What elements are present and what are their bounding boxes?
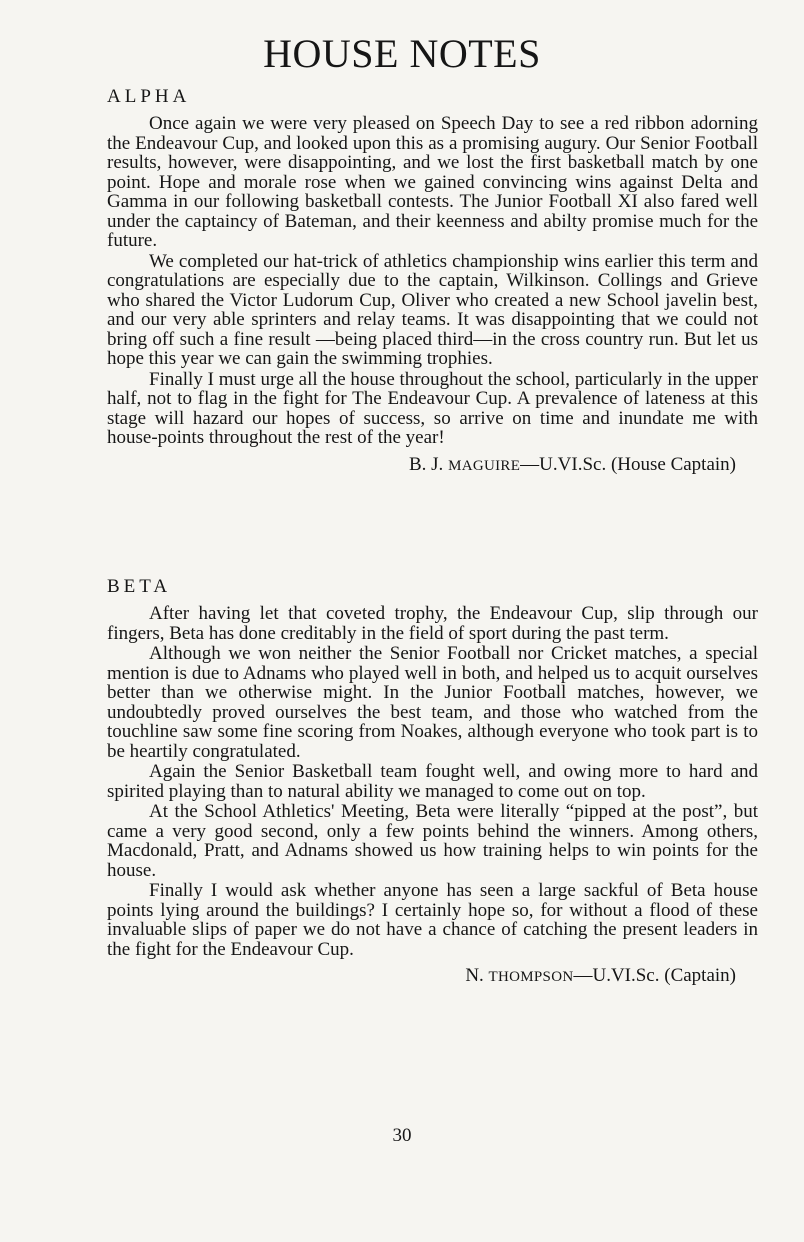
page-number: 30 bbox=[392, 1125, 412, 1146]
alpha-house-section bbox=[107, 84, 758, 477]
beta-paragraph-4: At the School Athletics' Meeting, Beta were literally “pipped at the post”, but came a very good second, only a few points behind the winners. Among others, Macdonald, Pratt, and Adnams showed us how training helps to win points for the house. bbox=[107, 801, 758, 881]
alpha-paragraph-1: Once again we were very pleased on Speech Day to see a red ribbon adorning the Endeavour Cup, and looked upon this as a promising augury. Our Senior Football results, however, were disappointing, and we lost the first basketball match by one point. Hope and morale rose when we gained convincing wins against Delta and Gamma in our following basketball contests. The Junior Football XI also fared well under the captaincy of Bateman, and their keenness and abilty promise much for the future. bbox=[107, 113, 758, 251]
beta-paragraph-2: Although we won neither the Senior Football nor Cricket matches, a special mention is due to Adnams who played well in both, and helped us to acquit ourselves better than we otherwise might. In the Junior Football matches, however, we undoubtedly proved ourselves the best team, and those who watched from the touchline saw some fine scoring from Noakes, although everyone who took part is to be heartily congratulated. bbox=[107, 643, 758, 762]
alpha-signature bbox=[107, 454, 736, 477]
alpha-paragraph-3: Finally I must urge all the house throughout the school, particularly in the upper half, not to flag in the fight for The Endeavour Cup. A prevalence of lateness at this stage will hazard our hopes of success, so arrive on time and inundate me with house-points throughout the rest of the year! bbox=[107, 368, 758, 448]
beta-heading: BETA bbox=[107, 576, 172, 597]
alpha-paragraph-2: We completed our hat-trick of athletics championship wins earlier this term and congratulations are especially due to the captain, Wilkinson. Collings and Grieve who shared the Victor Ludorum Cup, Oliver who created a new School javelin best, and our very able sprinters and relay teams. It was disappointing that we could not bring off such a fine result —being placed third—in the cross country run. But let us hope this year we can gain the swimming trophies. bbox=[107, 250, 758, 369]
beta-signature-suffix: —U.VI.Sc. (Captain) bbox=[573, 965, 736, 986]
beta-signature bbox=[107, 965, 736, 988]
page-title: HOUSE NOTES bbox=[263, 31, 541, 76]
alpha-heading: ALPHA bbox=[107, 86, 191, 107]
beta-paragraph-3: Again the Senior Basketball team fought well, and owing more to hard and spirited playing than to natural ability we managed to come out on top. bbox=[107, 761, 758, 802]
alpha-signature-name: MAGUIRE bbox=[448, 457, 521, 474]
alpha-signature-suffix: —U.VI.Sc. (House Captain) bbox=[520, 453, 736, 475]
beta-paragraph-5: Finally I would ask whether anyone has seen a large sackful of Beta house points lying around the buildings? I certainly hope so, for without a flood of these invaluable slips of paper we do not have a chance of catching the present leaders in the fight for the Endeavour Cup. bbox=[107, 880, 758, 960]
beta-paragraph-1: After having let that coveted trophy, the Endeavour Cup, slip through our fingers, Beta has done creditably in the field of sport during the past term. bbox=[107, 603, 758, 644]
beta-signature-initials: N. bbox=[465, 965, 489, 986]
alpha-signature-initials: B. J. bbox=[408, 453, 449, 475]
beta-signature-name: THOMPSON bbox=[488, 969, 574, 985]
beta-house-section bbox=[107, 574, 758, 988]
